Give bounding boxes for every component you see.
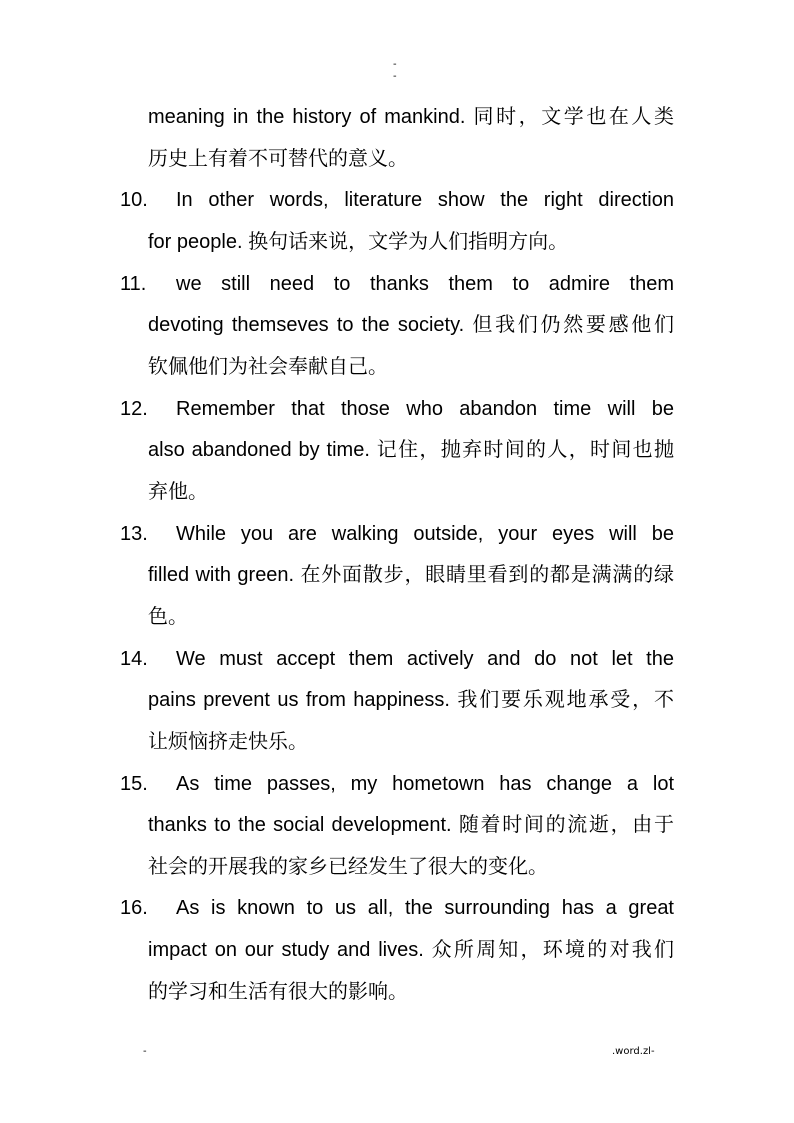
footer-right-text: .word.zl- [612,1046,655,1057]
line-text: 钦佩他们为社会奉献自己。 [148,355,388,378]
line-text: 的学习和生活有很大的影响。 [148,980,408,1003]
paragraph-continued [0,97,794,180]
numbered-item-15 [0,764,794,889]
line-text: also abandoned by time. 记住，抛弃时间的人，时间也抛 [148,439,674,462]
text-line [0,180,794,222]
line-text: In other words, literature show the right direction [176,189,674,212]
text-line [0,930,794,972]
header-mark-bottom: - [393,71,397,82]
numbered-item-12 [0,389,794,514]
line-text: 让烦恼挤走快乐。 [148,730,308,753]
numbered-item-10 [0,180,794,263]
line-text: We must accept them actively and do not let the [176,647,674,670]
line-text: 色。 [148,605,188,628]
line-text: While you are walking outside, your eyes will be [176,522,674,545]
line-text: filled with green. 在外面散步，眼睛里看到的都是满满的绿 [148,564,674,587]
text-line [0,639,794,681]
text-line [0,264,794,306]
line-text: impact on our study and lives. 众所周知，环境的对我们 [148,939,674,962]
text-line [0,805,794,847]
document-body [0,97,794,1013]
item-number: 13. [120,522,148,545]
text-line [0,97,794,139]
numbered-item-13 [0,514,794,639]
line-text: As is known to us all, the surrounding has a great [176,897,674,920]
text-line [0,389,794,431]
item-number: 11. [120,272,147,295]
text-line [0,847,794,889]
item-number: 10. [120,189,148,212]
numbered-item-16 [0,888,794,1013]
line-text: thanks to the social development. 随着时间的流逝，由于 [148,814,674,837]
text-line [0,972,794,1014]
text-line [0,888,794,930]
item-number: 15. [120,772,148,795]
text-line [0,430,794,472]
text-line [0,555,794,597]
text-line [0,472,794,514]
text-line [0,347,794,389]
footer-left-mark: - [143,1046,147,1057]
line-text: devoting themseves to the society. 但我们仍然要感他们 [148,314,674,337]
line-text: we still need to thanks them to admire them [176,272,674,295]
line-text: for people. 换句话来说，文学为人们指明方向。 [148,230,569,253]
line-text: pains prevent us from happiness. 我们要乐观地承受，不 [148,689,674,712]
text-line [0,514,794,556]
line-text: 历史上有着不可替代的意义。 [148,147,408,170]
text-line [0,597,794,639]
line-text: As time passes, my hometown has change a lot [176,772,674,795]
item-number: 12. [120,397,148,420]
header-mark-top: - [393,59,397,70]
line-text: Remember that those who abandon time will be [176,397,674,420]
line-text: 社会的开展我的家乡已经发生了很大的变化。 [148,855,548,878]
numbered-item-14 [0,639,794,764]
line-text: 弃他。 [148,480,208,503]
text-line [0,222,794,264]
item-number: 14. [120,647,148,670]
numbered-item-11 [0,264,794,389]
text-line [0,305,794,347]
text-line [0,764,794,806]
item-number: 16. [120,897,148,920]
text-line [0,139,794,181]
line-text: meaning in the history of mankind. 同时，文学也在人类 [148,106,674,128]
text-line [0,680,794,722]
text-line [0,722,794,764]
